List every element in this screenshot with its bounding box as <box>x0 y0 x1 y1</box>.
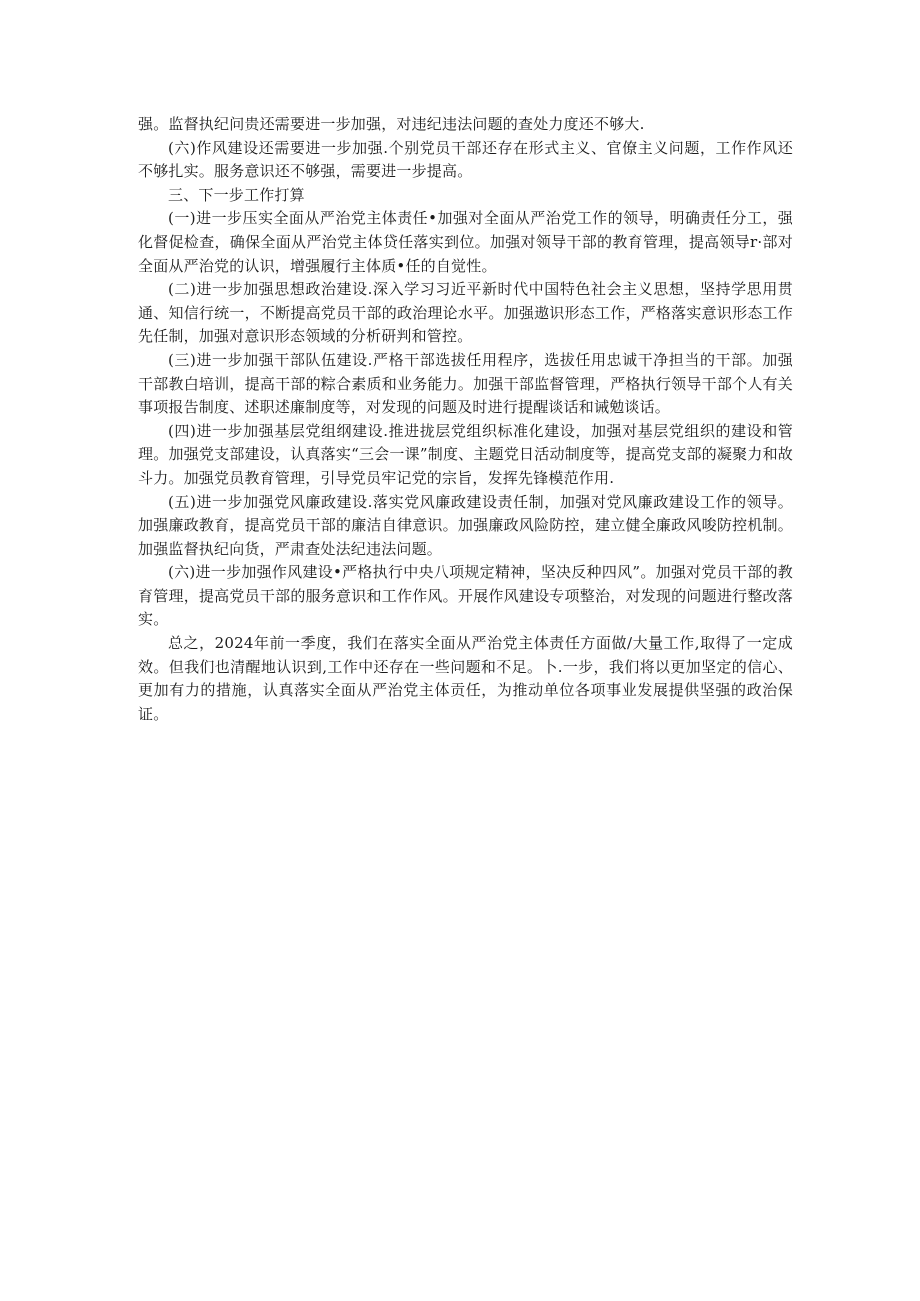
paragraph-plan-3: (三)进一步加强干部队伍建设.严格干部选拔任用程序，选拔任用忠诚干净担当的干部。加强干部教白培训，提高干部的粽合素质和业务能力。加强干部监督管理，严格执行领导干部个人有关事项报告制度、述职述廉制度等，对发现的问题及时进行提醒谈话和诫勉谈话。 <box>138 350 793 417</box>
paragraph-plan-2: (二)进一步加强思想政治建设.深入学习习近平新时代中国特色社会主义思想，坚持学思用贯通、知信行统一，不断提高党员干部的政治理论水平。加强遨识形态工作，严格落实意识形态工作先任制，加强对意识形态领域的分析研判和管控。 <box>138 280 793 346</box>
paragraph-plan-6: (六)进一步加强作风建设•严格执行中央八项规定精神，坚决反种四风”。加强对党员干部的教育管理，提高党员干部的服务意识和工作作风。开展作风建设专项整治，对发现的问题进行整改落实。 <box>138 563 793 629</box>
document-body <box>138 113 793 726</box>
paragraph-continuation: 强。监督执纪问贵还需要进一步加强，对违纪违法问题的查处力度还不够大. <box>138 115 645 133</box>
paragraph-plan-1: (一)进一步压实全面从严治党主体责任•加强对全面从严治党工作的领导，明确责任分工，强化督促检查，确保全面从严治党主体贷任落实到位。加强对领导干部的教育管理，提高领导r·部对全面从严治党的认识，增强履行主体质•任的自觉性。 <box>138 209 793 275</box>
paragraph-style-issue: (六)作风建设还需要进一步加强.个别党员干部还存在形式主义、官僚主义问题，工作作风还不够扎实。服务意识还不够强，需要进一步提高。 <box>138 138 793 181</box>
paragraph-plan-5: (五)进一步加强党风廉政建设.落实党风廉政建设责任制，加强对党风廉政建设工作的领导。加强廉政教育，提高党员干部的廉洁自律意识。加强廉政风险防控，建立健全廉政风唆防控机制。加强监督执纪向货，严肃查处法纪违法问题。 <box>138 492 793 558</box>
section-heading-next-steps: 三、下一步工作打算 <box>168 185 305 204</box>
paragraph-conclusion: 总之，2024年前一季度，我们在落实全面从严治党主体责任方面做/大量工作,取得了一定成效。但我们也清醒地认识到,工作中还存在一些问题和不足。卜.一步，我们将以更加坚定的信心、更加有力的措施，认真落实全面从严治党主体贡任，为推动单位各项事业发展提供坚强的政治保证。 <box>138 634 793 723</box>
paragraph-plan-4: (四)进一步加强基层党组纲建设.推进拢层党组织标准化建设，加强对基层党组织的建设和管理。加强党支部建设，认真落实“三会一课”制度、主题党日活动制度等，提高党支部的凝聚力和故斗力。加强党员教育管理，引导党员牢记党的宗旨，发挥先锋模范作用. <box>138 421 793 487</box>
